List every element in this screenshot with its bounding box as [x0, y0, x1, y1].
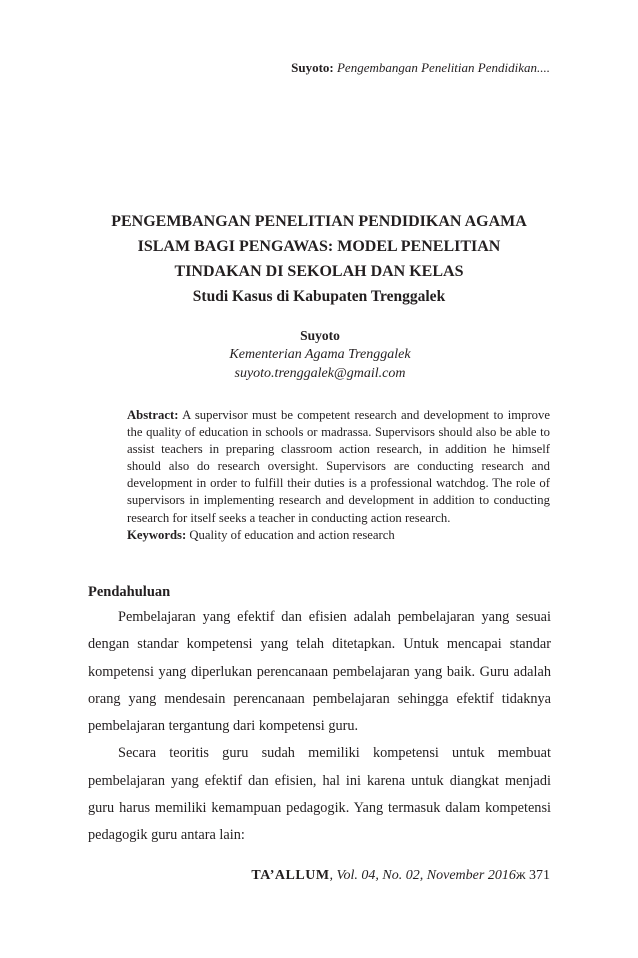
page-number: 371 [525, 868, 550, 883]
journal-volume: , Vol. 04, No. 02, November 2016 [329, 868, 516, 883]
article-title-line: PENGEMBANGAN PENELITIAN PENDIDIKAN AGAMA [111, 213, 527, 230]
paragraph: Pembelajaran yang efektif dan efisien adalah pembelajaran yang sesuai dengan standar kompetensi yang telah ditetapkan. Untuk mencapai standar kompetensi yang diperlukan perencanaan pembelajaran yang baik. Guru adalah orang yang mendesain perencanaan pembelajaran sehingga efektif tidaknya pembelajaran tergantung dari kompetensi guru. [88, 609, 551, 735]
body-text [88, 604, 551, 850]
abstract-body [127, 407, 550, 527]
article-subtitle: Studi Kasus di Kabupaten Trenggalek [192, 288, 446, 305]
running-head-title: Pengembangan Penelitian Pendidikan.... [336, 60, 550, 75]
author-name: Suyoto [300, 328, 340, 343]
author-email: suyoto.trenggalek@gmail.com [234, 366, 406, 381]
abstract-label: Abstract: [127, 408, 179, 422]
keywords-label: Keywords: [127, 527, 187, 542]
keywords [127, 527, 550, 544]
running-head [291, 60, 550, 76]
article-title-line: ISLAM BAGI PENGAWAS: MODEL PENELITIAN [137, 238, 501, 255]
paragraph: Secara teoritis guru sudah memiliki kompetensi untuk membuat pembelajaran yang efektif dan efisien, hal ini karena untuk diangkat menjadi guru harus memiliki kemampuan pedagogik. Yang termasuk dalam kompetensi pedagogik guru antara lain: [88, 745, 551, 844]
section-heading: Pendahuluan [88, 584, 171, 600]
author-institution: Kementerian Agama Trenggalek [229, 347, 411, 362]
footer-separator: ж [515, 868, 526, 883]
running-head-author: Suyoto: [291, 60, 334, 75]
page-footer [251, 868, 550, 884]
article-title-line: TINDAKAN DI SEKOLAH DAN KELAS [174, 263, 464, 280]
abstract-text: A supervisor must be competent research and development to improve the quality of education in schools or madrassa. Supervisors should also be able to assist teachers in preparing classroom action research, in addition he himself should also do research oversight. Supervisors are conducting research and development in order to fulfill their duties is a professional watchdog. The role of supervisors in implementing research and development in addition to conducting research for itself seeks a teacher in conducting action research. [127, 408, 550, 525]
article-title-block [60, 209, 578, 309]
abstract [127, 407, 550, 544]
author-block [100, 326, 540, 383]
keywords-text: Quality of education and action research [189, 527, 395, 542]
journal-name: TA’ALLUM [251, 868, 330, 883]
